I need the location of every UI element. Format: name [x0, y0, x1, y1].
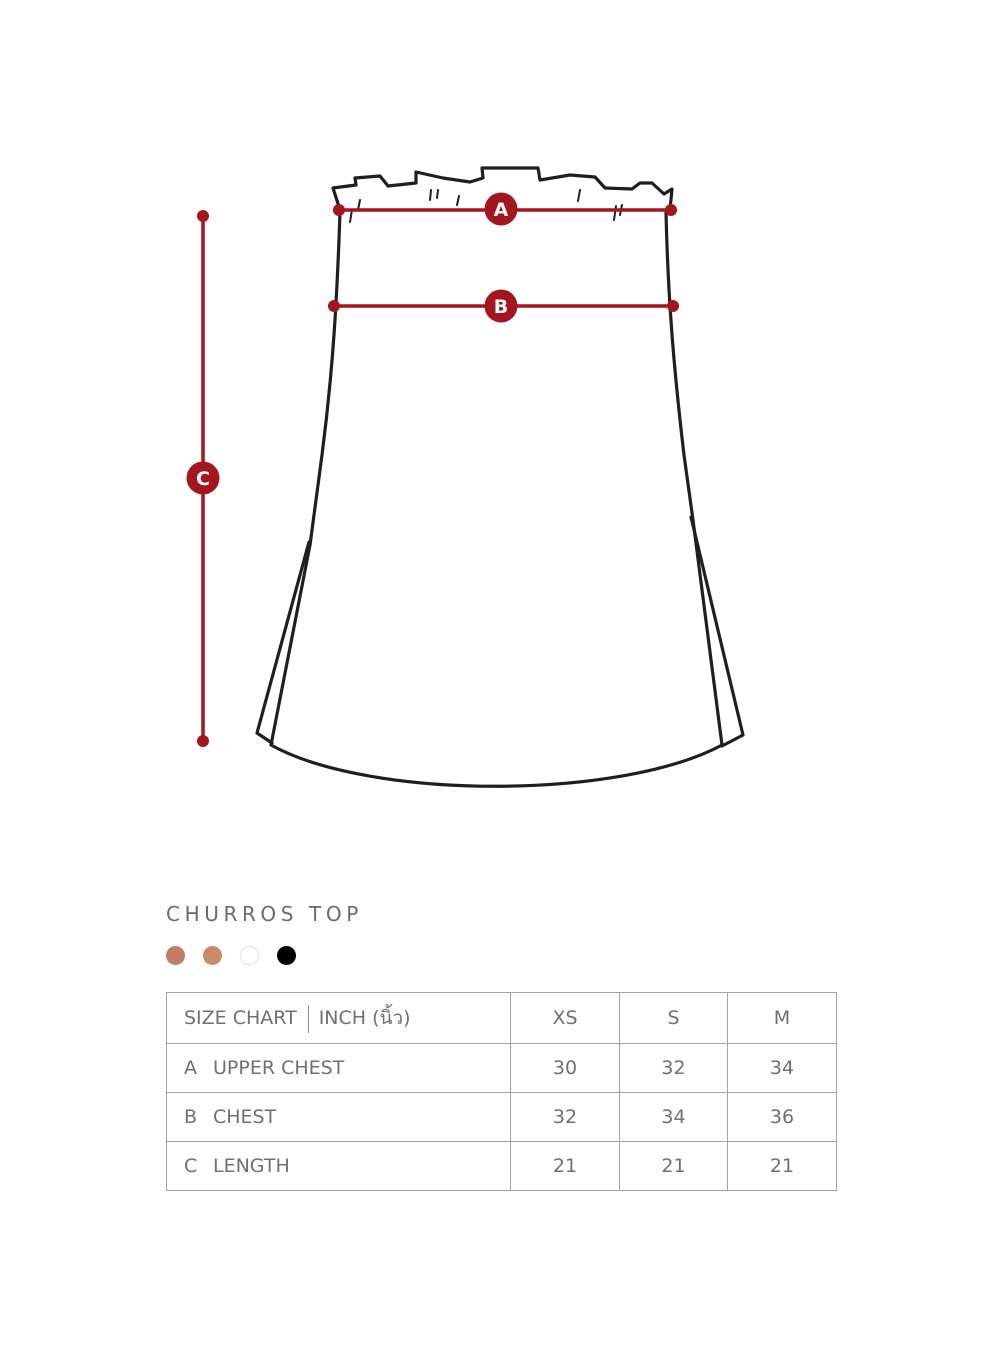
marker-a-label: A: [493, 199, 509, 221]
value-cell: 32: [511, 1093, 620, 1142]
row-letter: C: [184, 1155, 198, 1177]
row-name: LENGTH: [213, 1155, 290, 1177]
value-cell: 21: [620, 1142, 728, 1191]
swatch-white[interactable]: [240, 946, 259, 965]
size-header-m: M: [728, 993, 837, 1044]
row-letter: B: [184, 1106, 198, 1128]
value-cell: 21: [728, 1142, 837, 1191]
row-label-cell: [167, 1093, 511, 1142]
value-cell: 36: [728, 1093, 837, 1142]
marker-a-left-dot: [333, 204, 345, 216]
marker-c-label: C: [196, 468, 210, 490]
size-chart-label: SIZE CHART: [184, 1007, 297, 1029]
measurement-lines: [187, 193, 680, 748]
row-label-cell: [167, 1142, 511, 1191]
row-letter: A: [184, 1057, 197, 1079]
product-title: CHURROS TOP: [166, 902, 363, 926]
size-chart-header-cell: [167, 993, 511, 1044]
value-cell: 34: [728, 1044, 837, 1093]
row-label-cell: [167, 1044, 511, 1093]
marker-b-label: B: [493, 296, 509, 318]
marker-a-right-dot: [665, 204, 677, 216]
unit-label: INCH (นิ้ว): [318, 1007, 411, 1029]
header-divider: [308, 1005, 309, 1033]
table-row: [167, 1044, 837, 1093]
size-header-xs: XS: [511, 993, 620, 1044]
marker-b-right-dot: [667, 300, 679, 312]
value-cell: 34: [620, 1093, 728, 1142]
value-cell: 32: [620, 1044, 728, 1093]
size-chart-table: [166, 992, 837, 1191]
row-name: CHEST: [213, 1106, 277, 1128]
marker-b-left-dot: [328, 300, 340, 312]
marker-c-top-dot: [197, 210, 209, 222]
table-header-row: [167, 993, 837, 1044]
value-cell: 21: [511, 1142, 620, 1191]
row-name: UPPER CHEST: [213, 1057, 345, 1079]
table-row: [167, 1093, 837, 1142]
table-row: [167, 1142, 837, 1191]
garment-outline: [257, 168, 743, 786]
color-swatches: [166, 946, 296, 966]
size-header-s: S: [620, 993, 728, 1044]
swatch-black[interactable]: [277, 946, 296, 965]
marker-c-bottom-dot: [197, 735, 209, 747]
swatch-dusty-rose[interactable]: [166, 946, 185, 965]
value-cell: 30: [511, 1044, 620, 1093]
swatch-tan[interactable]: [203, 946, 222, 965]
